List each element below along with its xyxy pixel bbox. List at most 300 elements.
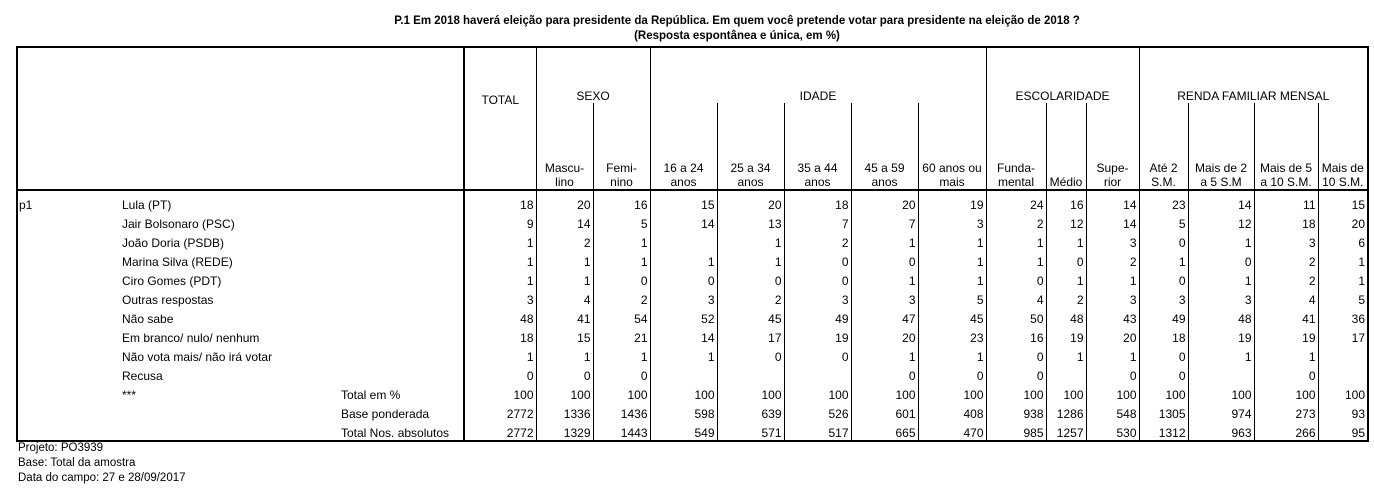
question-code bbox=[17, 307, 121, 326]
cell-value: 18 bbox=[1139, 326, 1188, 345]
cell-value: 1 bbox=[1188, 345, 1254, 364]
cell-value: 2 bbox=[593, 288, 650, 307]
cell-value: 100 bbox=[1086, 383, 1139, 402]
question-code bbox=[17, 402, 121, 421]
cell-value: 1 bbox=[464, 250, 536, 269]
cell-value: 20 bbox=[1318, 212, 1368, 231]
cell-value: 1436 bbox=[593, 402, 650, 421]
table-row bbox=[17, 269, 1368, 288]
cell-value: 5 bbox=[593, 212, 650, 231]
cell-value: 0 bbox=[851, 364, 918, 383]
cell-value: 6 bbox=[1318, 231, 1368, 250]
cell-value: 1 bbox=[1318, 250, 1368, 269]
header-sexo: SEXO bbox=[536, 47, 650, 103]
cell-value: 0 bbox=[1086, 364, 1139, 383]
column-header-line: lino bbox=[555, 175, 574, 189]
row-label: João Doria (PSDB) bbox=[122, 236, 225, 250]
column-header-line: Médio bbox=[1049, 175, 1083, 189]
cell-value: 100 bbox=[593, 383, 650, 402]
cell-value: 16 bbox=[593, 190, 650, 212]
row-sublabel bbox=[340, 326, 464, 345]
cell-value: 3 bbox=[851, 288, 918, 307]
question-subtitle: (Resposta espontânea e única, em %) bbox=[634, 30, 840, 42]
column-header-line: 60 anos ou bbox=[922, 161, 982, 175]
cell-value: 18 bbox=[464, 190, 536, 212]
cell-value: 3 bbox=[464, 288, 536, 307]
cell-value: 0 bbox=[1254, 364, 1318, 383]
cell-value: 1 bbox=[464, 231, 536, 250]
cell-value: 1286 bbox=[1046, 402, 1086, 421]
cell-value: 0 bbox=[593, 364, 650, 383]
cell-value: 598 bbox=[650, 402, 717, 421]
cell-value: 12 bbox=[1046, 212, 1086, 231]
cell-value: 18 bbox=[464, 326, 536, 345]
row-sublabel bbox=[340, 190, 464, 212]
cell-value: 54 bbox=[593, 307, 650, 326]
cell-value: 45 bbox=[717, 307, 784, 326]
cell-value: 1443 bbox=[593, 421, 650, 441]
cell-value: 3 bbox=[1086, 231, 1139, 250]
cell-value: 4 bbox=[536, 288, 593, 307]
cell-value: 665 bbox=[851, 421, 918, 441]
cell-value: 1 bbox=[851, 231, 918, 250]
row-sublabel bbox=[340, 250, 464, 269]
cell-value: 571 bbox=[717, 421, 784, 441]
cell-value: 1 bbox=[986, 250, 1046, 269]
cell-value: 1 bbox=[536, 345, 593, 364]
cell-value: 548 bbox=[1086, 402, 1139, 421]
cell-value: 0 bbox=[784, 250, 851, 269]
cell-value: 20 bbox=[536, 190, 593, 212]
table-row bbox=[17, 250, 1368, 269]
question-code bbox=[17, 231, 121, 250]
header-renda: RENDA FAMILIAR MENSAL bbox=[1139, 47, 1368, 103]
cell-value: 938 bbox=[986, 402, 1046, 421]
cell-value: 14 bbox=[536, 212, 593, 231]
column-header-line: mais bbox=[939, 175, 965, 189]
cell-value: 408 bbox=[918, 402, 986, 421]
column-header-line: 25 a 34 bbox=[730, 161, 771, 175]
cell-value: 48 bbox=[464, 307, 536, 326]
row-sublabel bbox=[340, 231, 464, 250]
question-code bbox=[17, 383, 121, 402]
cell-value bbox=[1318, 364, 1368, 383]
column-header bbox=[918, 103, 986, 190]
column-header-line: a 10 S.M. bbox=[1260, 175, 1312, 189]
cell-value: 13 bbox=[717, 212, 784, 231]
footer-data: Data do campo: 27 e 28/09/2017 bbox=[18, 472, 186, 484]
cell-value: 19 bbox=[1046, 326, 1086, 345]
cell-value: 1 bbox=[717, 231, 784, 250]
question-code bbox=[17, 250, 121, 269]
column-header bbox=[784, 103, 851, 190]
cell-value: 43 bbox=[1086, 307, 1139, 326]
row-label: Jair Bolsonaro (PSC) bbox=[122, 217, 235, 231]
cell-value: 517 bbox=[784, 421, 851, 441]
cell-value: 2 bbox=[1254, 250, 1318, 269]
cell-value: 1329 bbox=[536, 421, 593, 441]
table-row bbox=[17, 212, 1368, 231]
table-row bbox=[17, 326, 1368, 345]
table-row bbox=[17, 383, 1368, 402]
cell-value: 1257 bbox=[1046, 421, 1086, 441]
cell-value: 2 bbox=[1254, 269, 1318, 288]
cell-value: 48 bbox=[1046, 307, 1086, 326]
column-header bbox=[717, 103, 784, 190]
cell-value: 16 bbox=[1046, 190, 1086, 212]
cell-value: 3 bbox=[1188, 288, 1254, 307]
cell-value: 0 bbox=[986, 345, 1046, 364]
cell-value: 0 bbox=[1139, 231, 1188, 250]
cell-value: 100 bbox=[536, 383, 593, 402]
cell-value: 100 bbox=[1139, 383, 1188, 402]
column-header-line: mental bbox=[997, 175, 1035, 189]
header-total: TOTAL bbox=[464, 47, 536, 190]
cell-value: 100 bbox=[784, 383, 851, 402]
column-header-line: Funda- bbox=[996, 161, 1036, 175]
column-header bbox=[1188, 103, 1254, 190]
cell-value: 23 bbox=[918, 326, 986, 345]
table-row bbox=[17, 421, 1368, 441]
cell-value: 5 bbox=[1139, 212, 1188, 231]
cell-value bbox=[784, 364, 851, 383]
cell-value: 639 bbox=[717, 402, 784, 421]
cell-value: 19 bbox=[918, 190, 986, 212]
column-header-line: 10 S.M. bbox=[1322, 175, 1364, 189]
cell-value: 0 bbox=[986, 364, 1046, 383]
cell-value: 1 bbox=[1139, 250, 1188, 269]
cell-value: 100 bbox=[851, 383, 918, 402]
column-header-line: 16 a 24 bbox=[663, 161, 704, 175]
cell-value: 0 bbox=[851, 250, 918, 269]
cell-value: 18 bbox=[1254, 212, 1318, 231]
cell-value: 526 bbox=[784, 402, 851, 421]
cell-value: 100 bbox=[650, 383, 717, 402]
cell-value: 14 bbox=[1188, 190, 1254, 212]
row-label bbox=[121, 421, 340, 441]
row-sublabel: Total Nos. absolutos bbox=[341, 426, 450, 440]
cell-value: 95 bbox=[1318, 421, 1368, 441]
column-header-line: a 5 S.M bbox=[1200, 175, 1242, 189]
cell-value: 4 bbox=[986, 288, 1046, 307]
cell-value: 601 bbox=[851, 402, 918, 421]
cell-value: 2 bbox=[784, 231, 851, 250]
cell-value: 41 bbox=[536, 307, 593, 326]
cell-value bbox=[650, 231, 717, 250]
cell-value: 1336 bbox=[536, 402, 593, 421]
cell-value bbox=[1046, 364, 1086, 383]
cell-value: 14 bbox=[1086, 190, 1139, 212]
footer-base: Base: Total da amostra bbox=[18, 457, 136, 469]
row-label: Recusa bbox=[122, 369, 163, 383]
row-sublabel: Total em % bbox=[341, 388, 401, 402]
cell-value: 1 bbox=[918, 231, 986, 250]
cell-value: 549 bbox=[650, 421, 717, 441]
cell-value: 0 bbox=[593, 269, 650, 288]
cell-value: 9 bbox=[464, 212, 536, 231]
cell-value: 11 bbox=[1254, 190, 1318, 212]
column-header bbox=[986, 103, 1046, 190]
row-label: Lula (PT) bbox=[122, 198, 172, 212]
cell-value: 1 bbox=[1188, 269, 1254, 288]
table-row bbox=[17, 190, 1368, 212]
column-header-line: S.M. bbox=[1151, 175, 1176, 189]
cell-value: 1 bbox=[918, 345, 986, 364]
cell-value: 19 bbox=[784, 326, 851, 345]
column-header bbox=[1046, 103, 1086, 190]
cell-value: 0 bbox=[1188, 250, 1254, 269]
column-header-line: anos bbox=[804, 175, 831, 189]
row-label: Não vota mais/ não irá votar bbox=[122, 350, 273, 364]
cell-value: 7 bbox=[851, 212, 918, 231]
cell-value: 985 bbox=[986, 421, 1046, 441]
row-sublabel bbox=[340, 364, 464, 383]
table-row bbox=[17, 307, 1368, 326]
cell-value: 24 bbox=[986, 190, 1046, 212]
row-sublabel bbox=[340, 307, 464, 326]
cell-value: 17 bbox=[1318, 326, 1368, 345]
cell-value: 0 bbox=[1139, 345, 1188, 364]
question-code bbox=[17, 364, 121, 383]
question-code bbox=[17, 212, 121, 231]
question-code bbox=[17, 345, 121, 364]
cell-value: 21 bbox=[593, 326, 650, 345]
cell-value: 93 bbox=[1318, 402, 1368, 421]
question-code: p1 bbox=[19, 198, 33, 212]
cell-value: 1 bbox=[1254, 345, 1318, 364]
column-header-line: anos bbox=[737, 175, 764, 189]
cell-value: 1305 bbox=[1139, 402, 1188, 421]
question-code bbox=[17, 288, 121, 307]
cell-value: 20 bbox=[717, 190, 784, 212]
cell-value: 3 bbox=[1086, 288, 1139, 307]
cell-value: 3 bbox=[1254, 231, 1318, 250]
cell-value: 0 bbox=[1046, 250, 1086, 269]
cell-value: 530 bbox=[1086, 421, 1139, 441]
cell-value: 0 bbox=[784, 269, 851, 288]
cell-value: 12 bbox=[1188, 212, 1254, 231]
cell-value bbox=[717, 364, 784, 383]
table-row bbox=[17, 402, 1368, 421]
cell-value: 100 bbox=[1046, 383, 1086, 402]
cell-value: 0 bbox=[536, 364, 593, 383]
column-header-line: Mais de 5 bbox=[1259, 161, 1313, 175]
cell-value: 100 bbox=[1254, 383, 1318, 402]
cell-value: 470 bbox=[918, 421, 986, 441]
header-idade: IDADE bbox=[650, 47, 986, 103]
cell-value: 3 bbox=[650, 288, 717, 307]
cell-value: 16 bbox=[986, 326, 1046, 345]
cell-value: 20 bbox=[851, 190, 918, 212]
cell-value bbox=[1188, 364, 1254, 383]
cell-value: 20 bbox=[1086, 326, 1139, 345]
cell-value: 20 bbox=[851, 326, 918, 345]
row-sublabel bbox=[340, 212, 464, 231]
cell-value: 1 bbox=[464, 345, 536, 364]
cell-value: 4 bbox=[1254, 288, 1318, 307]
column-header-line: Mais de bbox=[1321, 161, 1364, 175]
row-label: Ciro Gomes (PDT) bbox=[122, 274, 222, 288]
cell-value: 0 bbox=[986, 269, 1046, 288]
column-header-line: Mascu- bbox=[544, 161, 585, 175]
row-sublabel: Base ponderada bbox=[341, 407, 430, 421]
cell-value: 36 bbox=[1318, 307, 1368, 326]
cell-value: 1 bbox=[593, 250, 650, 269]
cell-value: 52 bbox=[650, 307, 717, 326]
cell-value: 1 bbox=[650, 345, 717, 364]
cell-value: 15 bbox=[1318, 190, 1368, 212]
cell-value: 14 bbox=[1086, 212, 1139, 231]
row-label: Em branco/ nulo/ nenhum bbox=[122, 331, 260, 345]
question-title: P.1 Em 2018 haverá eleição para presidente da República. Em quem você pretende votar para presidente na eleição de 2018 ? bbox=[394, 15, 1080, 27]
cell-value: 100 bbox=[717, 383, 784, 402]
column-header bbox=[593, 103, 650, 190]
header-escolaridade: ESCOLARIDADE bbox=[986, 47, 1139, 103]
cell-value: 15 bbox=[536, 326, 593, 345]
row-label: *** bbox=[122, 388, 137, 402]
cell-value: 15 bbox=[650, 190, 717, 212]
question-code bbox=[17, 269, 121, 288]
cell-value: 14 bbox=[650, 212, 717, 231]
cell-value: 1 bbox=[536, 269, 593, 288]
cell-value: 47 bbox=[851, 307, 918, 326]
row-sublabel bbox=[340, 288, 464, 307]
cell-value: 0 bbox=[650, 269, 717, 288]
cell-value: 2772 bbox=[464, 421, 536, 441]
cell-value: 1 bbox=[851, 345, 918, 364]
cell-value: 2 bbox=[536, 231, 593, 250]
cell-value: 1 bbox=[918, 269, 986, 288]
cell-value: 1312 bbox=[1139, 421, 1188, 441]
cell-value: 1 bbox=[1086, 345, 1139, 364]
cell-value: 3 bbox=[1139, 288, 1188, 307]
cell-value: 1 bbox=[1046, 231, 1086, 250]
column-header bbox=[1139, 103, 1188, 190]
cell-value: 273 bbox=[1254, 402, 1318, 421]
row-sublabel bbox=[340, 345, 464, 364]
column-header-line: Femi- bbox=[606, 161, 637, 175]
cell-value: 3 bbox=[784, 288, 851, 307]
column-header-line: Até 2 bbox=[1149, 161, 1178, 175]
row-label bbox=[121, 402, 340, 421]
cell-value bbox=[1318, 345, 1368, 364]
column-header-line: anos bbox=[670, 175, 697, 189]
cell-value: 19 bbox=[1254, 326, 1318, 345]
cell-value: 1 bbox=[918, 250, 986, 269]
cell-value: 1 bbox=[536, 250, 593, 269]
cell-value: 2 bbox=[1046, 288, 1086, 307]
column-header bbox=[1086, 103, 1139, 190]
cell-value: 1 bbox=[464, 269, 536, 288]
cell-value: 5 bbox=[918, 288, 986, 307]
cell-value: 2 bbox=[986, 212, 1046, 231]
cell-value: 3 bbox=[918, 212, 986, 231]
table-row bbox=[17, 364, 1368, 383]
column-header bbox=[851, 103, 918, 190]
cell-value: 1 bbox=[593, 231, 650, 250]
column-header bbox=[1254, 103, 1318, 190]
cell-value: 23 bbox=[1139, 190, 1188, 212]
column-header-line: 35 a 44 bbox=[797, 161, 838, 175]
row-sublabel bbox=[340, 269, 464, 288]
results-table bbox=[16, 46, 1369, 442]
column-header bbox=[1318, 103, 1368, 190]
header-blank bbox=[17, 47, 464, 190]
row-label: Marina Silva (REDE) bbox=[122, 255, 233, 269]
cell-value bbox=[650, 364, 717, 383]
cell-value: 17 bbox=[717, 326, 784, 345]
column-header-line: anos bbox=[871, 175, 898, 189]
cell-value: 49 bbox=[784, 307, 851, 326]
cell-value: 14 bbox=[650, 326, 717, 345]
cell-value: 0 bbox=[784, 345, 851, 364]
table-row bbox=[17, 288, 1368, 307]
cell-value: 19 bbox=[1188, 326, 1254, 345]
cell-value: 963 bbox=[1188, 421, 1254, 441]
question-code bbox=[17, 326, 121, 345]
cell-value: 0 bbox=[1139, 269, 1188, 288]
cell-value: 45 bbox=[918, 307, 986, 326]
cell-value: 41 bbox=[1254, 307, 1318, 326]
cell-value: 974 bbox=[1188, 402, 1254, 421]
column-header-line: nino bbox=[610, 175, 633, 189]
cell-value: 2772 bbox=[464, 402, 536, 421]
cell-value: 18 bbox=[784, 190, 851, 212]
cell-value: 1 bbox=[650, 250, 717, 269]
cell-value: 0 bbox=[918, 364, 986, 383]
cell-value: 1 bbox=[1046, 269, 1086, 288]
cell-value: 7 bbox=[784, 212, 851, 231]
cell-value: 100 bbox=[918, 383, 986, 402]
cell-value: 0 bbox=[1139, 364, 1188, 383]
cell-value: 266 bbox=[1254, 421, 1318, 441]
row-label: Não sabe bbox=[122, 312, 174, 326]
column-header-line: 45 a 59 bbox=[864, 161, 905, 175]
cell-value: 1 bbox=[1318, 269, 1368, 288]
column-header bbox=[536, 103, 593, 190]
footer-projeto: Projeto: PO3939 bbox=[18, 442, 104, 454]
cell-value: 1 bbox=[851, 269, 918, 288]
question-code bbox=[17, 421, 121, 441]
table-row bbox=[17, 345, 1368, 364]
cell-value: 100 bbox=[986, 383, 1046, 402]
cell-value: 100 bbox=[1318, 383, 1368, 402]
cell-value: 1 bbox=[1188, 231, 1254, 250]
column-header-line: Supe- bbox=[1096, 161, 1129, 175]
cell-value: 0 bbox=[464, 364, 536, 383]
cell-value: 1 bbox=[717, 250, 784, 269]
cell-value: 1 bbox=[986, 231, 1046, 250]
cell-value: 48 bbox=[1188, 307, 1254, 326]
column-header-line: Mais de 2 bbox=[1194, 161, 1248, 175]
cell-value: 0 bbox=[717, 345, 784, 364]
cell-value: 1 bbox=[1046, 345, 1086, 364]
cell-value: 49 bbox=[1139, 307, 1188, 326]
table-row bbox=[17, 231, 1368, 250]
cell-value: 1 bbox=[1086, 269, 1139, 288]
cell-value: 100 bbox=[464, 383, 536, 402]
row-label: Outras respostas bbox=[122, 293, 214, 307]
cell-value: 2 bbox=[1086, 250, 1139, 269]
column-header bbox=[650, 103, 717, 190]
cell-value: 0 bbox=[717, 269, 784, 288]
cell-value: 1 bbox=[593, 345, 650, 364]
column-header-line: rior bbox=[1103, 175, 1122, 189]
cell-value: 100 bbox=[1188, 383, 1254, 402]
cell-value: 50 bbox=[986, 307, 1046, 326]
cell-value: 5 bbox=[1318, 288, 1368, 307]
cell-value: 2 bbox=[717, 288, 784, 307]
